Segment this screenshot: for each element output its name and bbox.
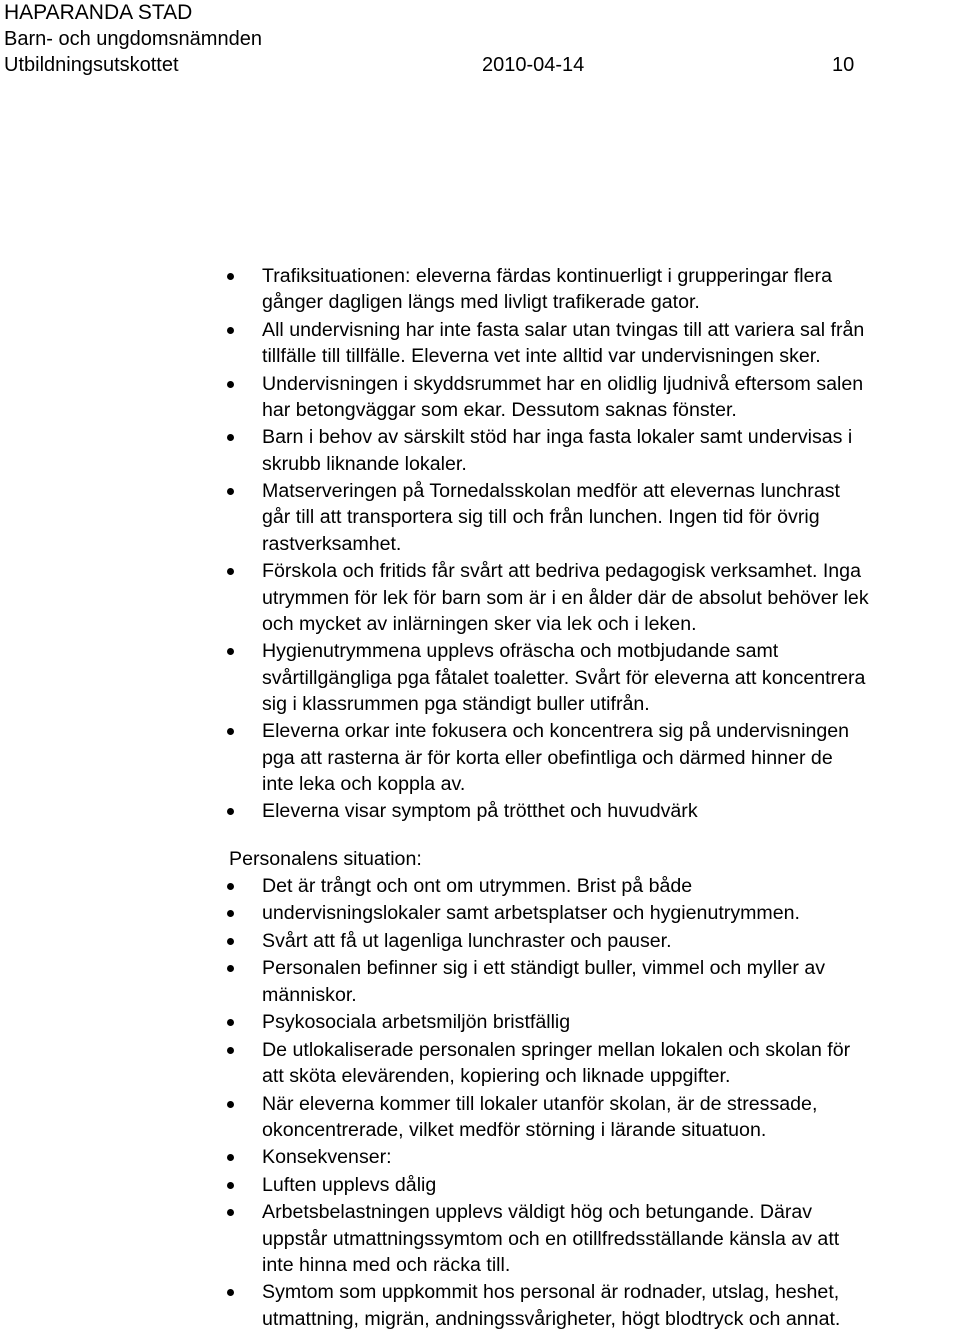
list-item-line: går till att transportera sig till och från lunchen. Ingen tid för övrig xyxy=(262,506,820,529)
list-item-line: svårtillgängliga pga fåtalet toaletter. Svårt för eleverna att koncentrera xyxy=(262,666,866,689)
list-item-line: Personalen befinner sig i ett ständigt buller, vimmel och myller av xyxy=(262,957,826,980)
header-line-1 xyxy=(4,0,956,26)
page-header xyxy=(4,0,956,78)
list-item xyxy=(0,1279,958,1332)
list-item xyxy=(0,478,958,557)
list-item xyxy=(0,1091,958,1144)
list-item-line: sig i klassrummen pga ständigt buller utifrån. xyxy=(262,692,650,715)
list-item-line: Undervisningen i skyddsrummet har en olidlig ljudnivå eftersom salen xyxy=(262,372,864,395)
list-item xyxy=(0,1172,958,1198)
bullet-icon xyxy=(227,965,234,972)
list-item xyxy=(0,1144,958,1170)
list-item-line: Eleverna visar symptom på trötthet och huvudvärk xyxy=(262,800,698,823)
list-item-line: har betongväggar som ekar. Dessutom saknas fönster. xyxy=(262,398,737,421)
list-item-line: Det är trångt och ont om utrymmen. Brist på både xyxy=(262,875,693,897)
bullet-icon xyxy=(227,273,234,280)
list-item-line: Barn i behov av särskilt stöd har inga fasta lokaler samt undervisas i xyxy=(262,426,853,449)
list-item xyxy=(0,317,958,370)
list-item xyxy=(0,263,958,316)
list-item xyxy=(0,873,958,899)
list-item-line: inte hinna med och räcka till. xyxy=(262,1253,511,1276)
list-item-line: All undervisning har inte fasta salar utan tvingas till att variera sal från xyxy=(262,318,865,341)
bullet-icon xyxy=(227,1182,234,1189)
bullet-icon xyxy=(227,568,234,575)
list-item-line: skrubb liknande lokaler. xyxy=(262,452,467,475)
list-item xyxy=(0,900,958,926)
bullet-icon xyxy=(227,1047,234,1054)
bullet-icon xyxy=(227,1101,234,1108)
list-item-line: Symtom som uppkommit hos personal är rodnader, utslag, heshet, xyxy=(262,1281,840,1304)
bullet-icon xyxy=(227,938,234,945)
list-item-line: Matserveringen på Tornedalsskolan medför att elevernas lunchrast xyxy=(262,480,840,503)
list-item xyxy=(0,1199,958,1278)
list-item-line: Luften upplevs dålig xyxy=(262,1173,437,1196)
bullet-icon xyxy=(227,327,234,334)
subcommittee-name: Utbildningsutskottet xyxy=(4,54,179,76)
list-item-line: uppstår utmattningssymtom och en otillfredsställande känsla av att xyxy=(262,1227,840,1250)
list-item-line: Trafiksituationen: eleverna färdas kontinuerligt i grupperingar flera xyxy=(262,265,832,287)
list-item-line: Psykosociala arbetsmiljön bristfällig xyxy=(262,1011,571,1034)
list-item-line: tillfälle till tillfälle. Eleverna vet inte alltid var undervisningen sker. xyxy=(262,345,821,368)
bullet-icon xyxy=(227,1019,234,1026)
list-item-line: Konsekvenser: xyxy=(262,1146,392,1169)
list-item-line: Svårt att få ut lagenliga lunchraster och pauser. xyxy=(262,929,672,952)
bullet-icon xyxy=(227,434,234,441)
list-item-line: De utlokaliserade personalen springer mellan lokalen och skolan för xyxy=(262,1038,851,1061)
list-item-line: När eleverna kommer till lokaler utanför skolan, är de stressade, xyxy=(262,1092,818,1115)
header-line-3 xyxy=(4,52,956,78)
bullet-icon xyxy=(227,883,234,890)
bullet-icon xyxy=(227,808,234,815)
list-item xyxy=(0,928,958,954)
list-item xyxy=(0,955,958,1008)
list-item xyxy=(0,558,958,637)
list-item xyxy=(0,718,958,797)
bullet-icon xyxy=(227,381,234,388)
bullet-icon xyxy=(227,648,234,655)
list-item xyxy=(0,371,958,424)
bullet-icon xyxy=(227,910,234,917)
list-item-line: okoncentrerade, vilket medför störning i lärande situatuon. xyxy=(262,1118,767,1141)
list-item-line: att sköta elevärenden, kopiering och liknade uppgifter. xyxy=(262,1065,731,1088)
list-item-line: Eleverna orkar inte fokusera och koncentrera sig på undervisningen xyxy=(262,720,850,743)
list-item-line: gånger dagligen längs med livligt trafikerade gator. xyxy=(262,291,700,314)
bullet-icon xyxy=(227,488,234,495)
list-item-line: inte leka och koppla av. xyxy=(262,772,466,795)
list-item-line: Arbetsbelastningen upplevs väldigt hög och betungande. Därav xyxy=(262,1201,813,1224)
list-item-line: människor. xyxy=(262,983,357,1006)
list-item-line: och mycket av inlärningen sker via lek och i leken. xyxy=(262,612,697,635)
header-line-2 xyxy=(4,26,956,52)
document-date: 2010-04-14 xyxy=(482,54,585,76)
bullet-icon xyxy=(227,1209,234,1216)
list-item xyxy=(0,1009,958,1035)
list-item-line: undervisningslokaler samt arbetsplatser och hygienutrymmen. xyxy=(262,902,800,925)
list-item xyxy=(0,638,958,717)
list-item-line: rastverksamhet. xyxy=(262,532,402,555)
bullet-icon xyxy=(227,1154,234,1161)
list-item-line: pga att rasterna är för korta eller obefintliga och därmed hinner de xyxy=(262,746,833,769)
staff-section-heading: Personalens situation: xyxy=(229,848,422,870)
list-item xyxy=(0,798,958,824)
municipality-title: HAPARANDA STAD xyxy=(4,1,193,24)
list-item-line: utmattning, migrän, andningssvårigheter, högt blodtryck och annat. xyxy=(262,1307,841,1330)
list-item-line: Förskola och fritids får svårt att bedriva pedagogisk verksamhet. Inga xyxy=(262,560,861,583)
list-item xyxy=(0,424,958,477)
staff-issues-list xyxy=(0,873,958,1332)
bullet-icon xyxy=(227,1289,234,1296)
student-issues-list xyxy=(0,263,958,825)
bullet-icon xyxy=(227,728,234,735)
list-item xyxy=(0,1037,958,1090)
page-number: 10 xyxy=(832,54,855,76)
list-item-line: Hygienutrymmena upplevs ofräscha och motbjudande samt xyxy=(262,640,779,663)
committee-name: Barn- och ungdomsnämnden xyxy=(4,28,262,50)
list-item-line: utrymmen för lek för barn som är i en ålder där de absolut behöver lek xyxy=(262,586,869,609)
